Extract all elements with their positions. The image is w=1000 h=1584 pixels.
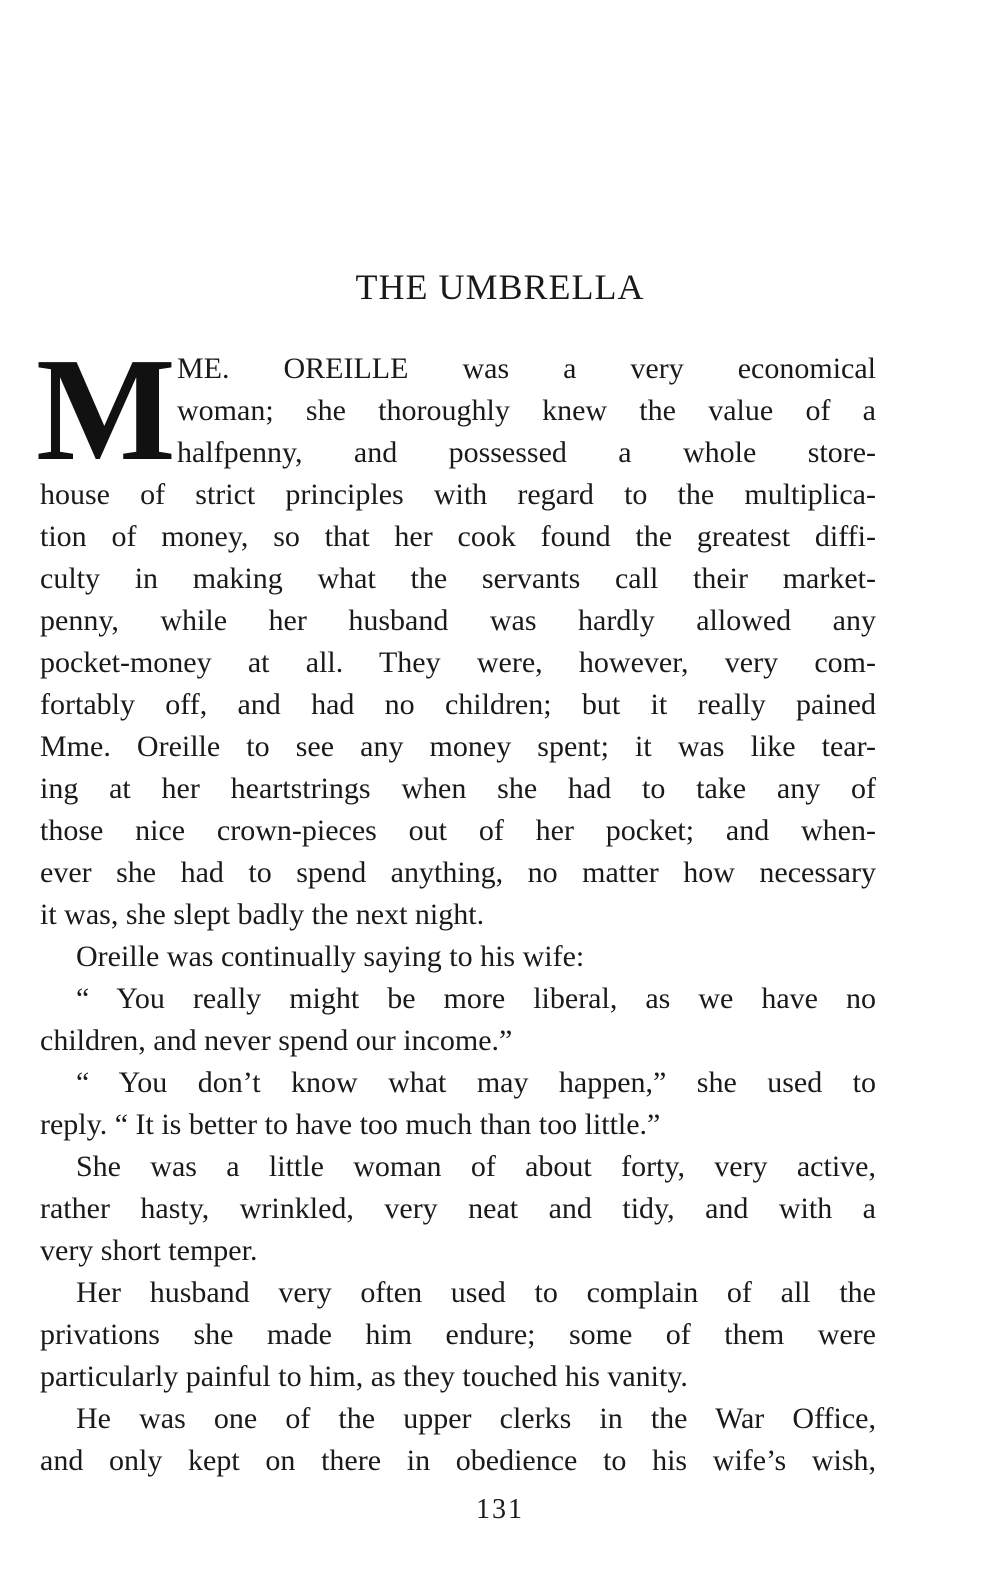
text-line: culty in making what the servants call their market- [40, 562, 876, 595]
text-line: fortably off, and had no children; but it really pained [40, 688, 876, 721]
text-line: and only kept on there in obedience to his wife’s wish, [40, 1444, 876, 1477]
text-line: privations she made him endure; some of them were [40, 1318, 876, 1351]
text-line: ever she had to spend anything, no matter how necessary [40, 856, 876, 889]
text-line: those nice crown-pieces out of her pocket; and when- [40, 814, 876, 847]
text-line: very short temper. [40, 1234, 258, 1267]
text-line: “ You really might be more liberal, as we have no [76, 982, 876, 1015]
text-line: “ You don’t know what may happen,” she used to [76, 1066, 876, 1099]
text-line: tion of money, so that her cook found the greatest diffi- [40, 520, 876, 553]
text-line: ME. OREILLE was a very economical [177, 352, 876, 385]
body-text [40, 348, 876, 1482]
text-line: Mme. Oreille to see any money spent; it was like tear- [40, 730, 876, 763]
page-number: 131 [476, 1494, 524, 1525]
text-line: Oreille was continually saying to his wife: [76, 940, 585, 973]
text-line: halfpenny, and possessed a whole store- [177, 436, 876, 469]
text-line: children, and never spend our income.” [40, 1024, 513, 1057]
text-line: rather hasty, wrinkled, very neat and tidy, and with a [40, 1192, 876, 1225]
drop-cap: M [36, 328, 176, 492]
text-line: He was one of the upper clerks in the War Office, [76, 1402, 876, 1435]
text-line: She was a little woman of about forty, very active, [76, 1150, 876, 1183]
text-line: pocket-money at all. They were, however, very com- [40, 646, 876, 679]
text-line: penny, while her husband was hardly allowed any [40, 604, 876, 637]
page-title: THE UMBRELLA [355, 267, 645, 307]
text-line: reply. “ It is better to have too much than too little.” [40, 1108, 661, 1141]
text-line: Her husband very often used to complain of all the [76, 1276, 876, 1309]
text-line: ing at her heartstrings when she had to take any of [40, 772, 876, 805]
text-line: house of strict principles with regard to the multiplica- [40, 478, 876, 511]
text-line: it was, she slept badly the next night. [40, 898, 485, 931]
text-line: particularly painful to him, as they touched his vanity. [40, 1360, 688, 1393]
text-line: woman; she thoroughly knew the value of a [177, 394, 876, 427]
